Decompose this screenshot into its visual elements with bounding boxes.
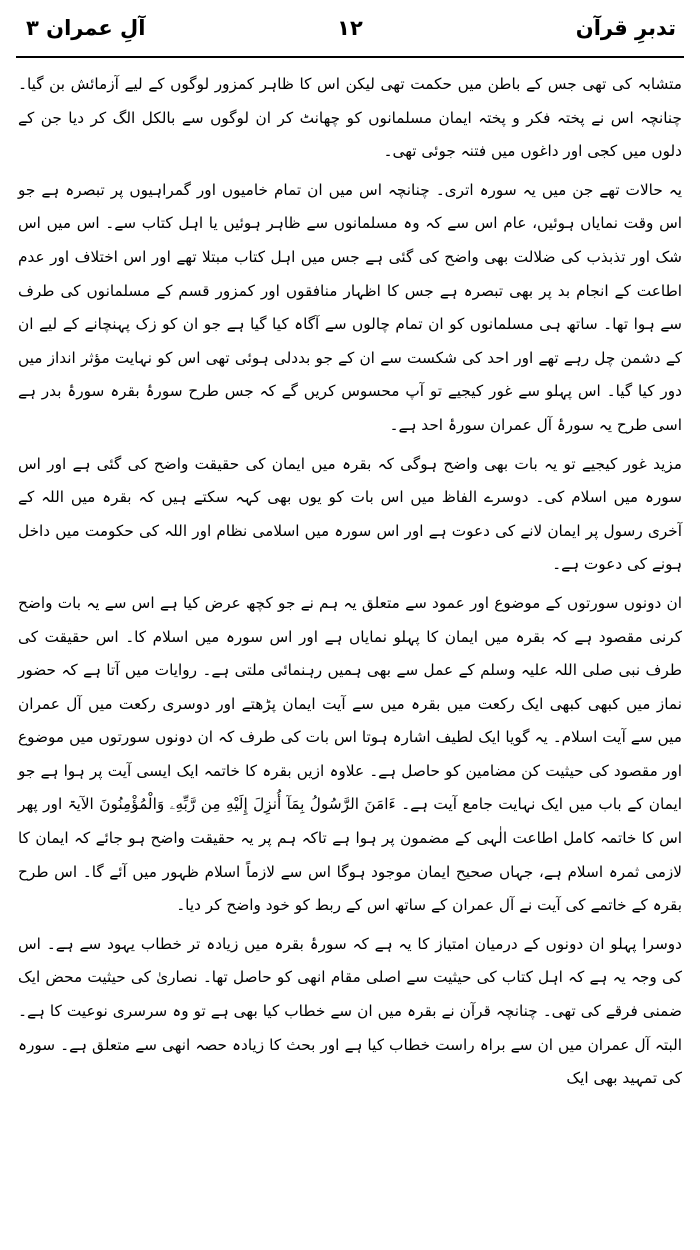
body-text (16, 68, 684, 1096)
book-title: تدبرِ قرآن (575, 16, 676, 40)
paragraph-1: متشابہ کی تھی جس کے باطن میں حکمت تھی لیکن اس کا ظاہر کمزور لوگوں کے لیے آزمائش بن گیا۔ چنانچہ اس نے پختہ فکر و پختہ ایمان مسلمانوں کو چھانٹ کر ان لوگوں سے بالکل الگ کر دیا جن کے دلوں میں کجی اور داغوں میں فتنہ جوئی تھی۔ (18, 75, 682, 161)
paragraph-4: ان دونوں سورتوں کے موضوع اور عمود سے متعلق یہ ہم نے جو کچھ عرض کیا ہے اس سے یہ بات واضح کرنی مقصود ہے کہ بقرہ میں ایمان کا پہلو نمایاں ہے اور اس سورہ میں اسلام کا۔ اس حقیقت کی طرف نبی صلی اللہ علیہ وسلم کے عمل سے بھی ہمیں رہنمائی ملتی ہے۔ روایات میں آتا ہے کہ حضور نماز میں کبھی کبھی ایک رکعت میں بقرہ میں سے آیت ایمان پڑھتے اور دوسری رکعت میں آل عمران میں سے آیت اسلام۔ یہ گویا ایک لطیف اشارہ ہوتا اس بات کی طرف کہ ان دونوں سورتوں میں موضوع اور مقصود کی حیثیت کن مضامین کو حاصل ہے۔ علاوہ ازیں بقرہ کا خاتمہ ایک ایسی آیت پر ہوا ہے جو ایمان کے باب میں ایک نہایت جامع آیت ہے۔ ءَامَنَ الرَّسُولُ بِمَآ أُنزِلَ إِلَيْهِ مِن رَّبِّهِۦ وَالْمُؤْمِنُونَ الآیۃ اور پھر اس کا خاتمہ کامل اطاعت الٰہی کے مضمون پر ہوا ہے تاکہ ہم پر یہ حقیقت واضح ہو جائے کہ ایمان کا لازمی ثمرہ اسلام ہے، جہاں صحیح ایمان موجود ہوگا اس سے لازماً اسلام ظہور میں آئے گا۔ اس طرح بقرہ کے خاتمے کی آیت نے آل عمران کے ساتھ اس کے ربط کو خود واضح کر دیا۔ (18, 593, 682, 915)
surah-title: آلِ عمران ۳ (26, 16, 146, 40)
paragraph-5: دوسرا پہلو ان دونوں کے درمیان امتیاز کا یہ ہے کہ سورۂ بقرہ میں زیادہ تر خطاب یہود سے ہے۔ اس کی وجہ یہ ہے کہ اہل کتاب کی حیثیت سے اصلی مقام انھی کو حاصل تھا۔ نصاریٰ کی حیثیت محض ایک ضمنی فرقے کی تھی۔ چنانچہ قرآن نے بقرہ میں ان سے خطاب کیا بھی ہے تو وہ سرسری نوعیت کا ہے۔ البتہ آل عمران میں ان سے براہ راست خطاب کیا ہے اور بحث کا زیادہ حصہ انھی سے متعلق ہے۔ سورہ کی تمہید بھی ایک (18, 934, 682, 1088)
paragraph-2: یہ حالات تھے جن میں یہ سورہ اتری۔ چنانچہ اس میں ان تمام خامیوں اور گمراہیوں پر تبصرہ ہے جو اس وقت نمایاں ہوئیں، عام اس سے کہ وہ مسلمانوں سے ظاہر ہوئیں یا اہل کتاب سے۔ اس میں اس شک اور تذبذب کی ضلالت بھی واضح کی گئی ہے جس میں اہل کتاب مبتلا تھے اور اس اختلاف اور عدم اطاعت کے انجام بد پر بھی تبصرہ ہے جس کا اظہار منافقوں اور کمزور قسم کے مسلمانوں کی طرف سے ہوا تھا۔ ساتھ ہی مسلمانوں کو ان تمام چالوں سے آگاہ کیا گیا ہے جو ان کو زک پہنچانے کے لیے ان کے دشمن چل رہے تھے اور احد کی شکست سے ان کے جو بددلی ہوئی تھی اس کو نہایت مؤثر انداز میں دور کیا گیا۔ اس پہلو سے غور کیجیے تو آپ محسوس کریں گے کہ جس طرح سورۂ بقرہ سورۂ بدر ہے اسی طرح یہ سورۂ آل عمران سورۂ احد ہے۔ (18, 180, 682, 434)
page-number: ۱۲ (337, 16, 363, 40)
paragraph-3: مزید غور کیجیے تو یہ بات بھی واضح ہوگی کہ بقرہ میں ایمان کی حقیقت واضح کی گئی ہے اور اس سورہ میں اسلام کی۔ دوسرے الفاظ میں اس بات کو یوں بھی کہہ سکتے ہیں کہ بقرہ میں اللہ کے آخری رسول پر ایمان لانے کی دعوت ہے اور اس سورہ میں اسلامی نظام اور اللہ کی حکومت میں داخل ہونے کی دعوت ہے۔ (18, 454, 682, 574)
running-head (16, 12, 684, 58)
